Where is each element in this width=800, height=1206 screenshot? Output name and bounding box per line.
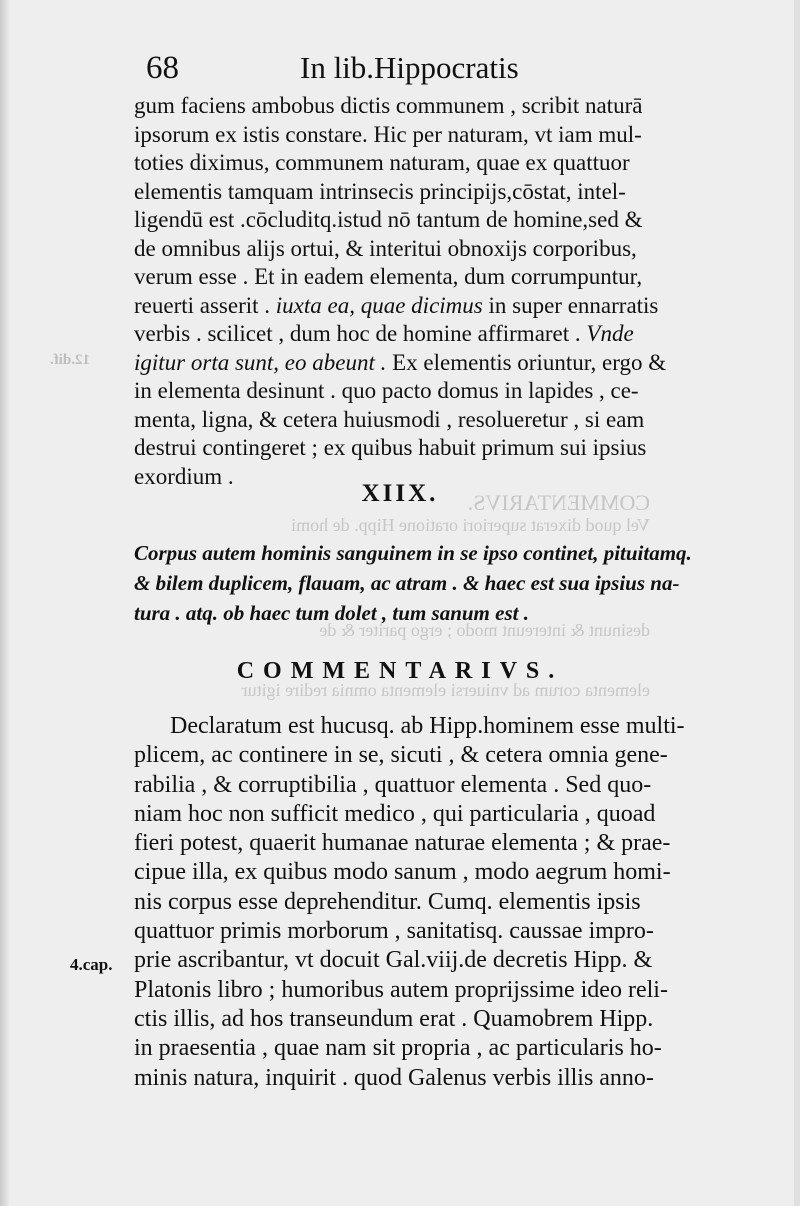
aphorism-line: Corpus autem hominis sanguinem in se ipso continet, pituitamq.: [134, 541, 692, 565]
commentary-line: prie ascribantur, vt docuit Gal.viij.de decretis Hipp. &: [134, 947, 653, 974]
paragraph-continuation: [134, 92, 742, 491]
page-number: 68: [146, 50, 179, 86]
bleed-through-margin-note: 12.dif.: [50, 352, 91, 368]
commentary-line: Declaratum est hucusq. ab Hipp.hominem esse multi-: [170, 713, 685, 739]
text-line: [134, 320, 742, 349]
text-line: menta, ligna, & cetera huiusmodi , resolueretur , si eam: [134, 406, 645, 432]
italic-quote: iuxta ea, quae dicimus: [275, 292, 483, 318]
page-edge: [794, 0, 800, 1206]
commentary-line: fieri potest, quaerit humanae naturae elementa ; & prae-: [134, 830, 671, 857]
commentary-line: minis natura, inquirit . quod Galenus verbis illis anno-: [134, 1064, 654, 1091]
text-line: destrui contingeret ; ex quibus habuit primum sui ipsius: [134, 435, 647, 460]
commentary-line: nis corpus esse deprehenditur. Cumq. elementis ipsis: [134, 888, 641, 915]
running-header: [140, 48, 610, 92]
margin-note: 4.cap.: [70, 955, 113, 974]
text-run: Ex elementis oriuntur, ergo &: [392, 349, 667, 375]
text-run: reuerti asserit .: [134, 292, 271, 318]
text-line: de omnibus alijs ortui, & interitui obnoxijs corporibus,: [134, 235, 637, 261]
text-line: exordium .: [134, 463, 234, 489]
bleed-through-text: Vel quod dixerat superiori oratione Hipp. de homi: [291, 515, 650, 535]
commentary-line: ctis illis, ad hos transeundum erat . Quamobrem Hipp.: [134, 1005, 654, 1032]
text-line: gum faciens ambobus dictis communem , scribit naturā: [134, 93, 643, 118]
text-line: elementis tamquam intrinsecis principijs,cōstat, intel-: [134, 178, 626, 204]
commentary-line: niam hoc non sufficit medico , qui particularia , quoad: [134, 800, 656, 827]
commentary-heading: COMMENTARIVS.: [236, 658, 564, 684]
text-line: in elementa desinunt . quo pacto domus in lapides , ce-: [134, 378, 639, 403]
text-line: [134, 292, 742, 321]
running-title: In lib.Hippocratis: [300, 50, 519, 85]
text-run: verbis . scilicet , dum hoc de homine affirmaret .: [134, 321, 581, 346]
text-line: toties diximus, communem naturam, quae ex quattuor: [134, 150, 630, 175]
italic-quote: igitur orta sunt, eo abeunt .: [134, 349, 387, 375]
text-line: ligendū est .cōcluditq.istud nō tantum de homine,sed &: [134, 207, 643, 232]
text-line: ipsorum ex istis constare. Hic per naturam, vt iam mul-: [134, 121, 642, 147]
aphorism-line: & bilem duplicem, flauam, ac atram . & haec est sua ipsius na-: [134, 571, 680, 595]
commentary-line: quattuor primis morborum , sanitatisq. caussae impro-: [134, 918, 654, 945]
bleed-through-text: desinunt & intereunt modo ; ergo pariter & de: [319, 620, 650, 640]
commentary-text: [134, 712, 744, 1093]
commentary-line: in praesentia , quae nam sit propria , ac particularis ho-: [134, 1035, 662, 1062]
commentary-line: cipue illa, ex quibus modo sanum , modo aegrum homi-: [134, 859, 671, 886]
bleed-through-text: COMMENTARIVS.: [467, 490, 650, 515]
aphorism-text: [134, 538, 764, 628]
text-run: in super ennarratis: [488, 292, 659, 318]
commentary-line: plicem, ac continere in se, sicuti , & cetera omnia gene-: [134, 742, 668, 769]
commentary-line: Platonis libro ; humoribus autem proprijssime ideo reli-: [134, 976, 668, 1003]
text-line: [134, 349, 742, 378]
aphorism-number: XIIX.: [361, 480, 439, 507]
italic-quote: Vnde: [586, 321, 634, 346]
bleed-through-text: elementa corum ad vniuersi elementa omnia redire igitur: [241, 680, 650, 700]
text-line: verum esse . Et in eadem elementa, dum corrumpuntur,: [134, 264, 643, 289]
commentary-line: rabilia , & corruptibilia , quattuor elementa . Sed quo-: [134, 771, 652, 798]
aphorism-line: tura . atq. ob haec tum dolet , tum sanum est .: [134, 601, 529, 625]
